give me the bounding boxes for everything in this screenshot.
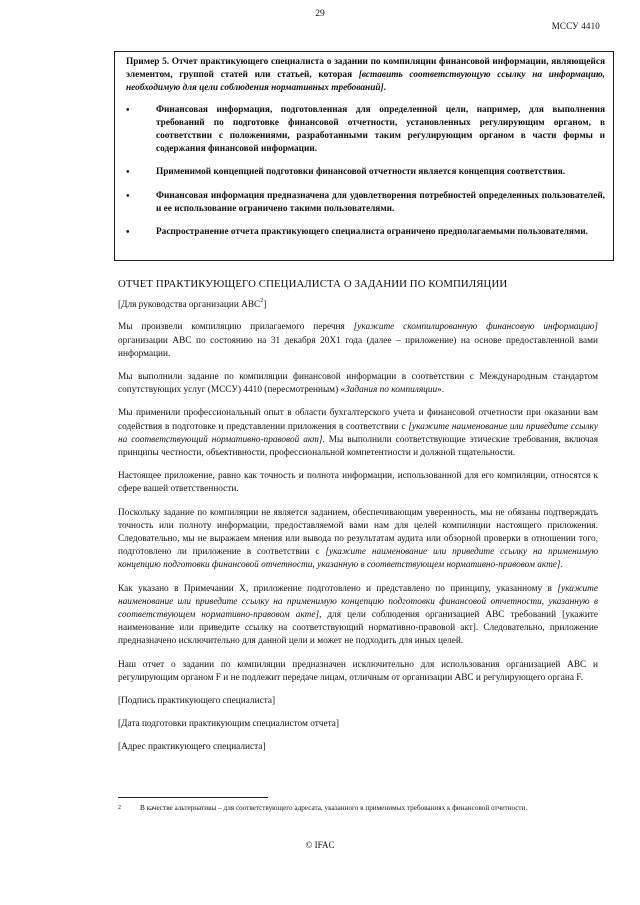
p6-italic: [укажите наименование или приведите ссылку на применимую концепцию подготовки финансовой отчетности, указанную в соответствующем нормативно-правовом акте] — [118, 583, 598, 621]
report-paragraph-6 — [118, 583, 598, 649]
example-bullet-item — [126, 104, 605, 157]
p1-text-a: Мы произвели компиляцию прилагаемого перечня — [118, 322, 354, 333]
example-intro-text: Пример 5. Отчет практикующего специалиста о задании по компиляции финансовой информации, являющейся элементом, группой статей или статьей, которая — [126, 57, 605, 81]
p6-text-a: Как указано в Примечании Х, приложение подготовлено и представлено по принципу, указанному в — [118, 583, 558, 594]
example-bullet-item — [126, 166, 605, 179]
signature-placeholder: [Подпись практикующего специалиста] — [118, 696, 276, 707]
footnote — [118, 803, 596, 813]
report-paragraph-4: Настоящее приложение, равно как точность и полнота информации, использованной для его компиляции, относятся к сфере вашей ответственности. — [118, 471, 598, 495]
address-placeholder: [Адрес практикующего специалиста] — [118, 742, 266, 753]
example-bullet-text: Финансовая информация, подготовленная для определенной цели, например, для выполнения требований по подготовке финансовой отчетности, установленных регулирующим органом, в соответствии с положениями, разработанными таким регулирующим органом в части формы и содержания финансовой информации. — [156, 104, 605, 155]
copyright: © IFAC — [305, 840, 335, 850]
report-paragraph-5 — [118, 507, 598, 573]
bullet-icon: • — [126, 190, 130, 202]
bullet-icon: • — [126, 227, 130, 239]
report-paragraph-1 — [118, 321, 598, 361]
example-bullet-item — [126, 190, 605, 216]
date-placeholder: [Дата подготовки практикующим специалистом отчета] — [118, 719, 339, 730]
report-title: ОТЧЕТ ПРАКТИКУЮЩЕГО СПЕЦИАЛИСТА О ЗАДАНИИ ПО КОМПИЛЯЦИИ — [118, 278, 508, 290]
example-intro — [126, 56, 605, 96]
bullet-icon: • — [126, 104, 130, 116]
report-paragraph-7: Наш отчет о задании по компиляции предназначен исключительно для использования организацией АВС и регулирующим органом F и не подлежит передаче лицам, отличным от организации АВС и регулирующего органа F. — [118, 659, 598, 683]
example-bullet-text: Применимой концепцией подготовки финансовой отчетности является концепция соответствия. — [156, 167, 566, 178]
p5-text-b: . — [560, 560, 563, 571]
p3-text-b: . Мы выполнили соответствующие этические требования, включая принципы честности, объективности, профессиональной компетентности и должной тщательности. — [118, 434, 598, 459]
standard-code: МССУ 4410 — [551, 21, 600, 31]
page-number: 29 — [315, 9, 325, 19]
addressee-end: ] — [263, 300, 267, 311]
footnote-reference: 2 — [260, 298, 264, 305]
report-addressee — [118, 299, 598, 312]
bullet-icon: • — [126, 167, 130, 179]
p5-text-a: Поскольку задание по компиляции не является заданием, обеспечивающим уверенность, мы не обязаны подтверждать точность или полноту информации, предоставляемой вами нам для целей компиляции настоящего приложения. Следовательно, мы не выражаем мнения или вывода по результатам аудита или обзорной проверки в отношении того, подготовлено ли приложение в соответствии с — [118, 507, 598, 558]
example-intro-italic: [вставить соответствующую ссылку на информацию, необходимую для цели соблюдения нормативных требований] — [126, 70, 605, 94]
p6-text-b: , для цели соблюдения организацией АВС требований [укажите наименование или приведите ссылку на соответствующий нормативно-правовой акт]. Следовательно, приложение предназначено исключительно для данной цели и может не подходить для иных целей. — [118, 610, 598, 647]
report-body — [118, 278, 598, 765]
p2-text-b: ». — [437, 385, 445, 396]
example-box — [114, 51, 614, 261]
footnote-divider — [118, 797, 268, 798]
report-paragraph-2 — [118, 371, 598, 397]
footnote-text: В качестве альтернативы – для соответствующего адресата, указанного в применимых требованиях к финансовой отчетности. — [140, 804, 528, 812]
p2-italic: Задания по компиляции — [345, 385, 438, 396]
example-bullet-list — [126, 104, 605, 240]
p2-text-a: Мы выполнили задание по компиляции финансовой информации в соответствии с Международным стандартом сопутствующих услуг (МССУ) 4410 (пересмотренным) « — [118, 372, 598, 396]
p3-italic: [укажите наименование или приведите ссылку на соответствующий нормативно-правовой акт] — [118, 421, 598, 445]
example-bullet-text: Распространение отчета практикующего специалиста ограничено предполагаемыми пользователями. — [156, 227, 588, 238]
p5-italic: [укажите наименование или приведите ссылку на применимую концепцию подготовки финансовой отчетности, указанную в соответствующем нормативно-правовом акте] — [118, 547, 598, 571]
example-intro-end: . — [383, 83, 386, 94]
addressee-text: [Для руководства организации АВС — [118, 300, 261, 311]
report-paragraph-3 — [118, 407, 598, 460]
example-bullet-text: Финансовая информация предназначена для удовлетворения потребностей определенных пользователей, и ее использование ограничено такими пользователями. — [156, 190, 605, 214]
p3-text-a: Мы применили профессиональный опыт в области бухгалтерского учета и финансовой отчетности при оказании вам содействия в подготовке и представлении приложения в соответствии с — [118, 408, 598, 432]
footnote-mark: 2 — [118, 805, 121, 811]
example-bullet-item — [126, 226, 605, 239]
p1-text-b: организации АВС по состоянию на 31 декабря 20Х1 года (далее – приложение) на основе предоставленной вами информации. — [118, 335, 598, 359]
p1-italic: [укажите скомпилированную финансовую информацию] — [353, 322, 599, 333]
